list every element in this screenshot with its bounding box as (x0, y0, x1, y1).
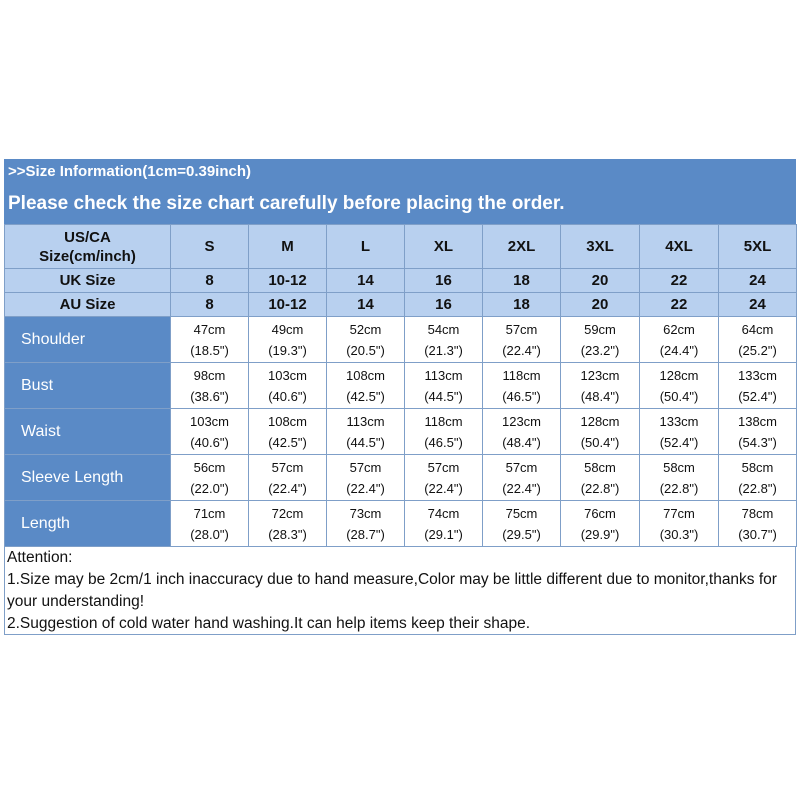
inch-value: (54.3") (738, 434, 777, 450)
uk-size-cell: 22 (640, 269, 719, 293)
measurement-cell (640, 363, 719, 409)
size-info-banner: >>Size Information(1cm=0.39inch) (4, 159, 796, 184)
size-table-body (5, 225, 797, 547)
measurement-cell (719, 363, 797, 409)
cm-value: 47cm (193, 321, 226, 337)
note-line-1: 1.Size may be 2cm/1 inch inaccuracy due to hand measure,Color may be little different due to monitor,thanks for your understanding! (7, 571, 777, 610)
cm-value: 75cm (505, 505, 538, 521)
uk-size-cell: 18 (483, 269, 561, 293)
measurement-cell (483, 363, 561, 409)
inch-value: (21.3") (424, 342, 463, 358)
measurement-cell (249, 409, 327, 455)
measurement-label: Waist (5, 409, 171, 455)
cm-value: 98cm (193, 367, 226, 383)
inch-value: (22.0") (190, 480, 229, 496)
cm-value: 72cm (271, 505, 304, 521)
cm-value: 118cm (424, 413, 463, 429)
au-size-label: AU Size (5, 293, 171, 317)
inch-value: (25.2") (738, 342, 777, 358)
measurement-cell (483, 409, 561, 455)
inch-value: (20.5") (346, 342, 385, 358)
inch-value: (50.4") (580, 434, 620, 450)
measurement-cell (405, 501, 483, 547)
cm-value: 113cm (424, 367, 463, 383)
measurement-label: Shoulder (5, 317, 171, 363)
size-chart (4, 159, 796, 635)
inch-value: (22.4") (268, 480, 307, 496)
inch-value: (29.9") (580, 526, 620, 542)
cm-value: 52cm (349, 321, 382, 337)
cm-value: 77cm (663, 505, 695, 521)
us-size-label (5, 225, 171, 269)
cm-value: 138cm (737, 413, 778, 429)
us-size-row (5, 225, 797, 269)
au-size-cell: 24 (719, 293, 797, 317)
measurement-cell (483, 317, 561, 363)
au-size-cell: 20 (561, 293, 640, 317)
measurement-row (5, 317, 797, 363)
cm-value: 57cm (505, 321, 538, 337)
measurement-cell (405, 455, 483, 501)
cm-value: 58cm (741, 459, 774, 475)
inch-value: (40.6") (268, 388, 307, 404)
attention-heading: Attention: (7, 549, 73, 566)
measurement-cell (561, 363, 640, 409)
us-size-cell: 3XL (561, 225, 640, 269)
cm-value: 74cm (427, 505, 460, 521)
cm-value: 58cm (663, 459, 695, 475)
inch-value: (24.4") (659, 342, 699, 358)
uk-size-cell: 16 (405, 269, 483, 293)
measurement-cell (405, 363, 483, 409)
measurement-cell (561, 317, 640, 363)
measurement-label: Bust (5, 363, 171, 409)
measurement-cell (171, 363, 249, 409)
inch-value: (44.5") (346, 434, 385, 450)
measurement-label: Sleeve Length (5, 455, 171, 501)
cm-value: 128cm (659, 367, 699, 383)
cm-value: 57cm (271, 459, 304, 475)
inch-value: (22.4") (346, 480, 385, 496)
uk-size-cell: 24 (719, 269, 797, 293)
measurement-cell (171, 501, 249, 547)
us-label-line1: US/CA (64, 228, 111, 246)
au-size-cell: 8 (171, 293, 249, 317)
measurement-row (5, 501, 797, 547)
cm-value: 133cm (737, 367, 778, 383)
inch-value: (44.5") (424, 388, 463, 404)
inch-value: (28.7") (346, 526, 385, 542)
inch-value: (22.8") (580, 480, 620, 496)
au-size-cell: 16 (405, 293, 483, 317)
cm-value: 64cm (741, 321, 774, 337)
cm-value: 62cm (663, 321, 695, 337)
us-size-cell: XL (405, 225, 483, 269)
inch-value: (40.6") (190, 434, 229, 450)
inch-value: (29.5") (502, 526, 541, 542)
uk-size-cell: 20 (561, 269, 640, 293)
cm-value: 57cm (427, 459, 460, 475)
note-line-2: 2.Suggestion of cold water hand washing.It can help items keep their shape. (7, 615, 531, 632)
instruction-banner: Please check the size chart carefully before placing the order. (4, 184, 796, 224)
cm-value: 113cm (346, 413, 385, 429)
measurement-cell (640, 317, 719, 363)
cm-value: 108cm (267, 413, 308, 429)
cm-value: 123cm (501, 413, 542, 429)
measurement-cell (719, 455, 797, 501)
measurement-cell (640, 501, 719, 547)
measurement-cell (640, 455, 719, 501)
measurement-cell (171, 455, 249, 501)
measurement-cell (640, 409, 719, 455)
measurement-cell (327, 363, 405, 409)
measurement-row (5, 363, 797, 409)
inch-value: (29.1") (424, 526, 463, 542)
inch-value: (22.4") (502, 342, 541, 358)
inch-value: (38.6") (190, 388, 229, 404)
cm-value: 123cm (580, 367, 620, 383)
uk-size-cell: 10-12 (249, 269, 327, 293)
inch-value: (46.5") (424, 434, 463, 450)
measurement-row (5, 455, 797, 501)
measurement-cell (561, 501, 640, 547)
us-size-cell: 2XL (483, 225, 561, 269)
us-size-cell: M (249, 225, 327, 269)
measurement-cell (719, 317, 797, 363)
cm-value: 56cm (193, 459, 226, 475)
measurement-label: Length (5, 501, 171, 547)
inch-value: (19.3") (268, 342, 307, 358)
inch-value: (52.4") (659, 434, 699, 450)
measurement-cell (719, 409, 797, 455)
measurement-cell (249, 317, 327, 363)
measurement-row (5, 409, 797, 455)
measurement-cell (561, 409, 640, 455)
measurement-cell (171, 409, 249, 455)
measurement-cell (327, 409, 405, 455)
cm-value: 128cm (580, 413, 620, 429)
inch-value: (28.0") (190, 526, 229, 542)
inch-value: (23.2") (580, 342, 620, 358)
au-size-row (5, 293, 797, 317)
measurement-cell (249, 363, 327, 409)
measurement-cell (171, 317, 249, 363)
us-size-cell: S (171, 225, 249, 269)
cm-value: 59cm (584, 321, 616, 337)
cm-value: 57cm (349, 459, 382, 475)
au-size-cell: 22 (640, 293, 719, 317)
measurement-cell (405, 317, 483, 363)
inch-value: (18.5") (190, 342, 229, 358)
inch-value: (52.4") (738, 388, 777, 404)
us-label-line2: Size(cm/inch) (39, 247, 136, 265)
inch-value: (42.5") (268, 434, 307, 450)
us-size-cell: L (327, 225, 405, 269)
us-size-cell: 4XL (640, 225, 719, 269)
inch-value: (50.4") (659, 388, 699, 404)
measurement-cell (249, 455, 327, 501)
cm-value: 57cm (505, 459, 538, 475)
measurement-cell (561, 455, 640, 501)
size-table (4, 224, 797, 547)
inch-value: (22.4") (502, 480, 541, 496)
cm-value: 49cm (271, 321, 304, 337)
us-size-cell: 5XL (719, 225, 797, 269)
cm-value: 108cm (345, 367, 386, 383)
cm-value: 78cm (741, 505, 774, 521)
inch-value: (22.4") (424, 480, 463, 496)
au-size-cell: 10-12 (249, 293, 327, 317)
uk-size-row (5, 269, 797, 293)
measurement-cell (327, 501, 405, 547)
measurement-cell (405, 409, 483, 455)
measurement-cell (719, 501, 797, 547)
cm-value: 76cm (584, 505, 616, 521)
uk-size-cell: 14 (327, 269, 405, 293)
uk-size-cell: 8 (171, 269, 249, 293)
inch-value: (48.4") (580, 388, 620, 404)
cm-value: 58cm (584, 459, 616, 475)
notes-section (4, 547, 796, 635)
cm-value: 118cm (502, 367, 541, 383)
cm-value: 103cm (189, 413, 230, 429)
cm-value: 133cm (659, 413, 699, 429)
inch-value: (28.3") (268, 526, 307, 542)
inch-value: (42.5") (346, 388, 385, 404)
au-size-cell: 14 (327, 293, 405, 317)
inch-value: (30.7") (738, 526, 777, 542)
inch-value: (22.8") (738, 480, 777, 496)
cm-value: 73cm (349, 505, 382, 521)
measurement-cell (249, 501, 327, 547)
inch-value: (48.4") (502, 434, 541, 450)
au-size-cell: 18 (483, 293, 561, 317)
measurement-cell (483, 455, 561, 501)
measurement-cell (327, 455, 405, 501)
cm-value: 71cm (193, 505, 226, 521)
uk-size-label: UK Size (5, 269, 171, 293)
inch-value: (46.5") (502, 388, 541, 404)
inch-value: (22.8") (659, 480, 699, 496)
cm-value: 54cm (427, 321, 460, 337)
cm-value: 103cm (267, 367, 308, 383)
measurement-cell (327, 317, 405, 363)
measurement-cell (483, 501, 561, 547)
inch-value: (30.3") (659, 526, 699, 542)
